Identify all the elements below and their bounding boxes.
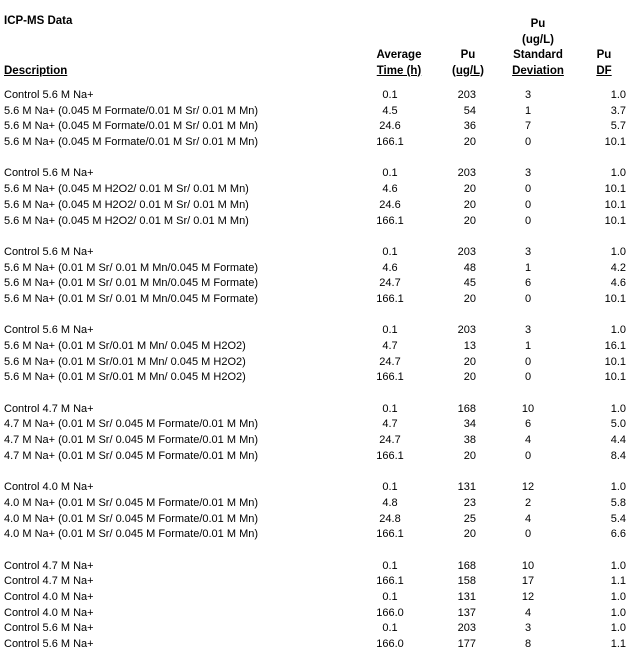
- header-pu: [440, 48, 496, 79]
- time-cell: 166.1: [376, 371, 404, 384]
- description-cell: 5.6 M Na+ (0.01 M Sr/0.01 M Mn/ 0.045 M H2O2): [4, 355, 246, 368]
- time-cell: 0.1: [382, 591, 398, 603]
- pu-cell: 20: [463, 449, 476, 462]
- df-cell: 5.8: [610, 496, 626, 509]
- std-dev-cell: 3: [524, 89, 532, 101]
- time-cell: 0.1: [382, 481, 398, 494]
- std-dev-cell: 10: [521, 559, 535, 572]
- std-dev-cell: 2: [524, 496, 532, 509]
- time-cell: 0.1: [382, 324, 398, 337]
- table-row: [0, 104, 632, 120]
- table-row: [0, 370, 632, 386]
- std-dev-cell: 17: [521, 575, 535, 588]
- df-cell: 5.4: [610, 512, 626, 525]
- table-row: [0, 261, 632, 277]
- time-cell: 4.6: [382, 261, 398, 274]
- description-cell: Control 5.6 M Na+: [4, 89, 94, 101]
- df-cell: 10.1: [604, 371, 626, 384]
- table-row: [0, 135, 632, 151]
- std-dev-cell: 10: [521, 402, 535, 415]
- df-cell: 3.7: [610, 104, 626, 117]
- pu-cell: 48: [463, 261, 476, 274]
- std-dev-cell: 1: [524, 104, 532, 117]
- pu-cell: 20: [463, 183, 476, 196]
- time-cell: 24.7: [379, 355, 401, 368]
- description-cell: 5.6 M Na+ (0.045 M Formate/0.01 M Sr/ 0.01 M Mn): [4, 120, 259, 133]
- pu-cell: 203: [457, 324, 476, 337]
- time-cell: 166.1: [376, 136, 404, 149]
- time-cell: 0.1: [382, 167, 398, 180]
- df-cell: 1.0: [610, 167, 626, 180]
- description-cell: 5.6 M Na+ (0.045 M H2O2/ 0.01 M Sr/ 0.01 M Mn): [4, 183, 249, 196]
- time-cell: 4.6: [382, 183, 398, 196]
- table-row: [0, 323, 632, 339]
- description-cell: 5.6 M Na+ (0.045 M H2O2/ 0.01 M Sr/ 0.01 M Mn): [4, 198, 249, 211]
- pu-cell: 20: [463, 371, 476, 384]
- table-row: [0, 496, 632, 512]
- table-row: [0, 449, 632, 465]
- df-cell: 16.1: [604, 340, 626, 352]
- pu-cell: 137: [457, 606, 476, 619]
- time-cell: 166.1: [376, 292, 404, 305]
- header-average-time-line2: Time (h): [376, 64, 422, 77]
- pu-cell: 25: [463, 512, 476, 525]
- time-cell: 166.0: [376, 638, 404, 651]
- description-cell: Control 4.7 M Na+: [4, 559, 94, 572]
- time-cell: 4.7: [382, 418, 398, 431]
- std-dev-cell: 0: [524, 528, 532, 541]
- header-df-line1: Pu: [596, 49, 612, 61]
- header-description: [4, 64, 67, 80]
- table-row: [0, 559, 632, 575]
- pu-cell: 158: [457, 575, 476, 588]
- description-cell: 5.6 M Na+ (0.01 M Sr/0.01 M Mn/ 0.045 M H2O2): [4, 371, 246, 384]
- std-dev-cell: 0: [524, 214, 532, 227]
- time-cell: 4.8: [382, 496, 398, 509]
- description-cell: 4.7 M Na+ (0.01 M Sr/ 0.045 M Formate/0.01 M Mn): [4, 449, 259, 462]
- description-cell: Control 5.6 M Na+: [4, 167, 94, 180]
- table-row: [0, 606, 632, 622]
- df-cell: 6.6: [610, 528, 626, 541]
- header-average-time: [360, 48, 438, 79]
- std-dev-cell: 12: [521, 591, 535, 603]
- df-cell: 10.1: [604, 292, 626, 305]
- pu-cell: 168: [457, 402, 476, 415]
- std-dev-cell: 3: [524, 324, 532, 337]
- time-cell: 0.1: [382, 402, 398, 415]
- table-row: [0, 527, 632, 543]
- description-cell: Control 5.6 M Na+: [4, 622, 94, 635]
- time-cell: 24.6: [379, 198, 401, 211]
- df-cell: 10.1: [604, 355, 626, 368]
- std-dev-cell: 0: [524, 371, 532, 384]
- description-cell: 4.7 M Na+ (0.01 M Sr/ 0.045 M Formate/0.01 M Mn): [4, 434, 259, 447]
- pu-cell: 168: [457, 559, 476, 572]
- header-sd-line0: Pu: [530, 18, 546, 30]
- table-row: [0, 198, 632, 214]
- pu-cell: 203: [457, 167, 476, 180]
- table-row: [0, 88, 632, 104]
- pu-cell: 38: [463, 434, 476, 447]
- description-cell: Control 4.7 M Na+: [4, 575, 94, 588]
- pu-cell: 177: [457, 638, 476, 651]
- pu-cell: 131: [457, 591, 476, 603]
- description-cell: 4.0 M Na+ (0.01 M Sr/ 0.045 M Formate/0.01 M Mn): [4, 512, 259, 525]
- table-row: [0, 119, 632, 135]
- df-cell: 4.6: [610, 277, 626, 290]
- time-cell: 24.6: [379, 120, 401, 133]
- table-row: [0, 621, 632, 637]
- table-row: [0, 339, 632, 355]
- header-pu-line2: (ug/L): [452, 64, 484, 77]
- table-row: [0, 402, 632, 418]
- df-cell: 4.4: [610, 434, 626, 447]
- description-cell: 5.6 M Na+ (0.045 M Formate/0.01 M Sr/ 0.01 M Mn): [4, 104, 259, 117]
- std-dev-cell: 4: [524, 606, 532, 619]
- table-row: [0, 574, 632, 590]
- time-cell: 166.1: [376, 528, 404, 541]
- std-dev-cell: 3: [524, 622, 532, 635]
- description-cell: 4.0 M Na+ (0.01 M Sr/ 0.045 M Formate/0.01 M Mn): [4, 528, 259, 541]
- std-dev-cell: 6: [524, 277, 532, 290]
- description-cell: Control 5.6 M Na+: [4, 245, 94, 258]
- pu-cell: 20: [463, 214, 476, 227]
- df-cell: 1.0: [610, 591, 626, 603]
- pu-cell: 45: [463, 277, 476, 290]
- description-cell: 4.0 M Na+ (0.01 M Sr/ 0.045 M Formate/0.01 M Mn): [4, 496, 259, 509]
- description-cell: Control 4.0 M Na+: [4, 591, 94, 603]
- std-dev-cell: 0: [524, 449, 532, 462]
- std-dev-cell: 1: [524, 261, 532, 274]
- table-row: [0, 214, 632, 230]
- std-dev-cell: 0: [524, 136, 532, 149]
- time-cell: 24.7: [379, 277, 401, 290]
- table-row: [0, 355, 632, 371]
- time-cell: 0.1: [382, 559, 398, 572]
- time-cell: 0.1: [382, 245, 398, 258]
- description-cell: 4.7 M Na+ (0.01 M Sr/ 0.045 M Formate/0.01 M Mn): [4, 418, 259, 431]
- description-cell: 5.6 M Na+ (0.01 M Sr/ 0.01 M Mn/0.045 M Formate): [4, 277, 259, 290]
- header-sd-line2: Standard: [513, 49, 563, 61]
- table-row: [0, 292, 632, 308]
- table-row: [0, 276, 632, 292]
- df-cell: 1.1: [610, 575, 626, 588]
- time-cell: 166.1: [376, 214, 404, 227]
- time-cell: 24.8: [379, 512, 401, 525]
- std-dev-cell: 7: [524, 120, 532, 133]
- header-pu-line1: Pu: [460, 49, 476, 61]
- std-dev-cell: 0: [524, 198, 532, 211]
- table-row: [0, 245, 632, 261]
- time-cell: 166.0: [376, 606, 404, 619]
- df-cell: 1.0: [610, 324, 626, 337]
- time-cell: 24.7: [379, 434, 401, 447]
- std-dev-cell: 4: [524, 512, 532, 525]
- header-description-label: Description: [4, 65, 68, 77]
- std-dev-cell: 12: [521, 481, 535, 494]
- description-cell: 5.6 M Na+ (0.01 M Sr/ 0.01 M Mn/0.045 M Formate): [4, 261, 259, 274]
- pu-cell: 203: [457, 89, 476, 101]
- df-cell: 5.7: [610, 120, 626, 133]
- table-row: [0, 433, 632, 449]
- description-cell: Control 4.0 M Na+: [4, 606, 94, 619]
- header-sd-line1: (ug/L): [522, 33, 554, 46]
- pu-cell: 20: [463, 528, 476, 541]
- header-sd-line3: Deviation: [512, 64, 564, 77]
- df-cell: 10.1: [604, 183, 626, 196]
- time-cell: 0.1: [382, 622, 398, 635]
- pu-cell: 20: [463, 292, 476, 305]
- pu-cell: 203: [457, 245, 476, 258]
- pu-cell: 23: [463, 496, 476, 509]
- df-cell: 1.1: [610, 638, 626, 651]
- std-dev-cell: 0: [524, 183, 532, 196]
- pu-cell: 36: [463, 120, 476, 133]
- std-dev-cell: 3: [524, 245, 532, 258]
- description-cell: 5.6 M Na+ (0.01 M Sr/ 0.01 M Mn/0.045 M Formate): [4, 292, 259, 305]
- table-row: [0, 182, 632, 198]
- description-cell: 5.6 M Na+ (0.045 M H2O2/ 0.01 M Sr/ 0.01 M Mn): [4, 214, 249, 227]
- description-cell: Control 4.7 M Na+: [4, 402, 94, 415]
- std-dev-cell: 4: [524, 434, 532, 447]
- df-cell: 1.0: [610, 245, 626, 258]
- df-cell: 10.1: [604, 198, 626, 211]
- time-cell: 0.1: [382, 89, 398, 101]
- time-cell: 4.7: [382, 340, 398, 352]
- data-table-body: [0, 88, 632, 653]
- table-row: [0, 512, 632, 528]
- df-cell: 10.1: [604, 136, 626, 149]
- page-title: ICP-MS Data: [4, 15, 73, 27]
- table-row: [0, 590, 632, 606]
- std-dev-cell: 0: [524, 292, 532, 305]
- description-cell: 5.6 M Na+ (0.01 M Sr/0.01 M Mn/ 0.045 M H2O2): [4, 340, 246, 352]
- header-df-line2: DF: [596, 64, 612, 77]
- time-cell: 166.1: [376, 575, 404, 588]
- header-average-time-line1: Average: [376, 49, 422, 61]
- std-dev-cell: 3: [524, 167, 532, 180]
- header-pu-df: [586, 48, 622, 79]
- std-dev-cell: 6: [524, 418, 532, 431]
- time-cell: 166.1: [376, 449, 404, 462]
- std-dev-cell: 1: [524, 340, 532, 352]
- df-cell: 8.4: [610, 449, 626, 462]
- table-row: [0, 637, 632, 653]
- table-row: [0, 166, 632, 182]
- pu-cell: 20: [463, 136, 476, 149]
- pu-cell: 203: [457, 622, 476, 635]
- df-cell: 4.2: [610, 261, 626, 274]
- df-cell: 1.0: [610, 622, 626, 635]
- header-standard-deviation: [498, 17, 578, 79]
- pu-cell: 20: [463, 355, 476, 368]
- time-cell: 4.5: [382, 104, 398, 117]
- pu-cell: 131: [457, 481, 476, 494]
- df-cell: 1.0: [610, 89, 626, 101]
- df-cell: 10.1: [604, 214, 626, 227]
- df-cell: 1.0: [610, 402, 626, 415]
- df-cell: 1.0: [610, 559, 626, 572]
- table-row: [0, 480, 632, 496]
- std-dev-cell: 8: [524, 638, 532, 651]
- description-cell: Control 4.0 M Na+: [4, 481, 94, 494]
- df-cell: 1.0: [610, 481, 626, 494]
- description-cell: Control 5.6 M Na+: [4, 638, 94, 651]
- df-cell: 5.0: [610, 418, 626, 431]
- std-dev-cell: 0: [524, 355, 532, 368]
- pu-cell: 13: [463, 340, 476, 352]
- pu-cell: 34: [463, 418, 476, 431]
- df-cell: 1.0: [610, 606, 626, 619]
- description-cell: 5.6 M Na+ (0.045 M Formate/0.01 M Sr/ 0.01 M Mn): [4, 136, 259, 149]
- pu-cell: 20: [463, 198, 476, 211]
- table-row: [0, 417, 632, 433]
- pu-cell: 54: [463, 104, 476, 117]
- description-cell: Control 5.6 M Na+: [4, 324, 94, 337]
